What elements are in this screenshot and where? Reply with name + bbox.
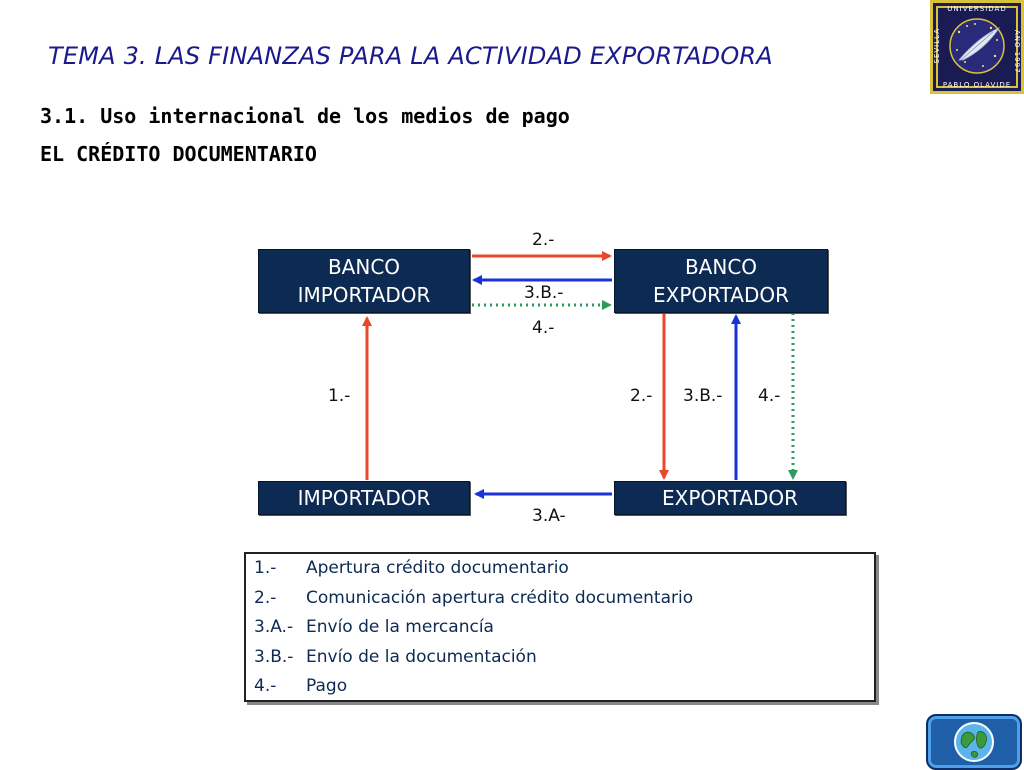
legend-item (254, 647, 537, 667)
legend-text: Envío de la mercancía (306, 617, 494, 637)
label-step-2-top: 2.- (532, 230, 555, 250)
globe-icon (952, 720, 996, 764)
label-step-3b-top: 3.B.- (524, 283, 564, 303)
slide-title: TEMA 3. LAS FINANZAS PARA LA ACTIVIDAD EXPORTADORA (48, 42, 773, 70)
label-step-4-right: 4.- (758, 386, 781, 406)
legend-text: Envío de la documentación (306, 647, 537, 667)
node-label-line1: BANCO (327, 255, 401, 279)
legend-code: 2.- (254, 588, 277, 608)
legend-item (254, 558, 569, 578)
label-step-2-right: 2.- (630, 386, 653, 406)
section-subtitle: 3.1. Uso internacional de los medios de pago (40, 104, 570, 128)
node-label: IMPORTADOR (297, 486, 431, 510)
label-step-3a-bottom: 3.A- (532, 506, 566, 526)
node-exportador (614, 481, 846, 515)
globe-nav-button[interactable] (926, 714, 1022, 770)
logo-top-text: UNIVERSIDAD (947, 5, 1007, 13)
label-step-4-top: 4.- (532, 318, 555, 338)
legend-code: 3.A.- (254, 617, 294, 637)
logo-right-text: AÑO 1997 (1013, 30, 1021, 74)
legend-box (244, 552, 876, 702)
legend-item (254, 676, 347, 696)
legend-text: Comunicación apertura crédito documentario (306, 588, 694, 608)
topic-subtitle: EL CRÉDITO DOCUMENTARIO (40, 142, 317, 166)
legend-item (254, 588, 693, 608)
legend-code: 4.- (254, 676, 277, 696)
logo-bottom-text: PABLO OLAVIDE (942, 81, 1012, 89)
node-banco-exportador (614, 249, 828, 313)
logo-left-text: SEVILLA (933, 28, 941, 64)
node-banco-importador (258, 249, 470, 313)
node-label-line1: BANCO (684, 255, 758, 279)
node-label: EXPORTADOR (662, 486, 798, 510)
legend-text: Pago (306, 676, 348, 696)
legend-code: 1.- (254, 558, 277, 578)
legend-text: Apertura crédito documentario (306, 558, 569, 578)
legend-code: 3.B.- (254, 647, 294, 667)
legend-item (254, 617, 494, 637)
node-importador (258, 481, 470, 515)
node-label-line2: EXPORTADOR (653, 283, 789, 307)
label-step-3b-right: 3.B.- (683, 386, 723, 406)
label-step-1-left: 1.- (328, 386, 351, 406)
node-label-line2: IMPORTADOR (297, 283, 431, 307)
